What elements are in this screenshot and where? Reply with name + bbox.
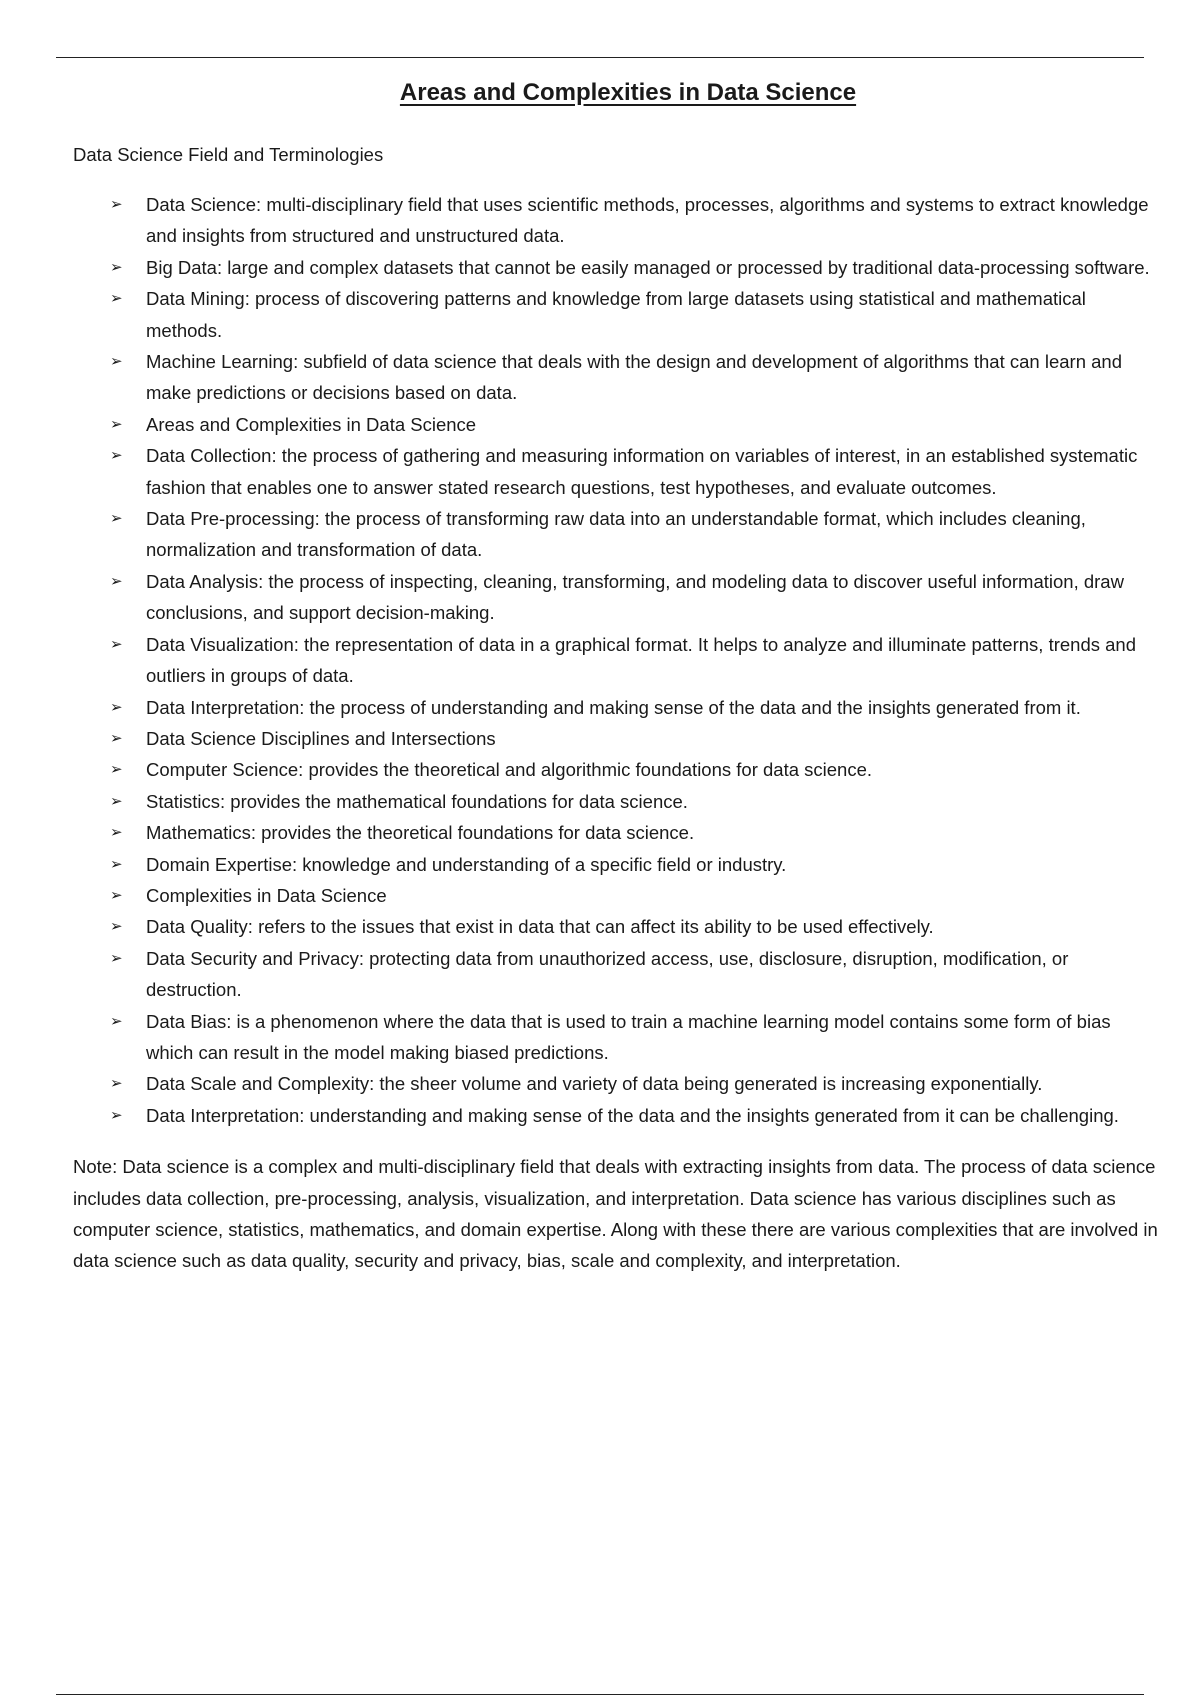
top-rule xyxy=(56,57,1144,58)
bottom-rule xyxy=(56,1694,1144,1695)
arrow-bullet-icon: ➢ xyxy=(110,761,123,779)
list-item xyxy=(73,189,1163,252)
arrow-bullet-icon: ➢ xyxy=(110,886,123,904)
list-item-text: Data Bias: is a phenomenon where the data that is used to train a machine learning model contains some form of bias which can result in the model making biased predictions. xyxy=(146,1010,1111,1063)
arrow-bullet-icon: ➢ xyxy=(110,949,123,967)
list-item-text: Big Data: large and complex datasets that cannot be easily managed or processed by traditional data-processing software. xyxy=(146,256,1150,278)
list-item xyxy=(73,692,1163,723)
arrow-bullet-icon: ➢ xyxy=(110,447,123,465)
list-item xyxy=(73,409,1163,440)
list-item xyxy=(73,629,1163,692)
arrow-bullet-icon: ➢ xyxy=(110,792,123,810)
list-item-text: Computer Science: provides the theoretical and algorithmic foundations for data science. xyxy=(146,759,873,781)
list-item-text: Data Interpretation: understanding and making sense of the data and the insights generated from it can be challenging. xyxy=(146,1104,1119,1126)
list-item xyxy=(73,786,1163,817)
arrow-bullet-icon: ➢ xyxy=(110,1012,123,1030)
list-item-text: Data Collection: the process of gathering and measuring information on variables of interest, in an established systematic fashion that enables one to answer stated research questions, test hypotheses, and evaluate outcomes. xyxy=(146,445,1138,498)
list-item xyxy=(73,849,1163,880)
terminology-bullet-list xyxy=(73,189,1163,1131)
list-item xyxy=(73,503,1163,566)
list-item-text: Statistics: provides the mathematical foundations for data science. xyxy=(146,790,688,812)
arrow-bullet-icon: ➢ xyxy=(110,1106,123,1124)
list-item xyxy=(73,440,1163,503)
arrow-bullet-icon: ➢ xyxy=(110,698,123,716)
list-item xyxy=(73,566,1163,629)
list-item-text: Data Interpretation: the process of understanding and making sense of the data and the insights generated from it. xyxy=(146,696,1081,718)
list-item-text: Mathematics: provides the theoretical foundations for data science. xyxy=(146,822,695,844)
list-item-text: Data Security and Privacy: protecting data from unauthorized access, use, disclosure, disruption, modification, or destruction. xyxy=(146,947,1069,1001)
summary-note: Note: Data science is a complex and multi-disciplinary field that deals with extracting insights from data. The process of data science includes data collection, pre-processing, analysis, visualization, and interpretation. Data science has various disciplines such as computer science, statistics, mathematics, and domain expertise. Along with these there are various complexities that are involved in data science such as data quality, security and privacy, bias, scale and complexity, and interpretation. xyxy=(73,1156,1158,1272)
list-item-text: Areas and Complexities in Data Science xyxy=(146,413,477,435)
arrow-bullet-icon: ➢ xyxy=(110,258,123,276)
arrow-bullet-icon: ➢ xyxy=(110,918,123,936)
arrow-bullet-icon: ➢ xyxy=(110,572,123,590)
list-item xyxy=(73,723,1163,754)
arrow-bullet-icon: ➢ xyxy=(110,635,123,653)
list-item xyxy=(73,283,1163,346)
arrow-bullet-icon: ➢ xyxy=(110,824,123,842)
list-item xyxy=(73,943,1163,1006)
arrow-bullet-icon: ➢ xyxy=(110,415,123,433)
list-item-text: Machine Learning: subfield of data science that deals with the design and development of algorithms that can learn and make predictions or decisions based on data. xyxy=(146,351,1122,404)
document-title: Areas and Complexities in Data Science xyxy=(399,79,857,106)
arrow-bullet-icon: ➢ xyxy=(110,729,123,747)
list-item xyxy=(73,880,1163,911)
list-item-text: Data Scale and Complexity: the sheer volume and variety of data being generated is increasing exponentially. xyxy=(146,1073,1043,1095)
list-item-text: Data Quality: refers to the issues that exist in data that can affect its ability to be used effectively. xyxy=(146,916,934,938)
list-item-text: Data Science: multi-disciplinary field that uses scientific methods, processes, algorithms and systems to extract knowledge and insights from structured and unstructured data. xyxy=(146,194,1149,247)
list-item xyxy=(73,252,1163,283)
list-item xyxy=(73,754,1163,785)
list-item xyxy=(73,1068,1163,1099)
list-item xyxy=(73,1006,1163,1069)
list-item-text: Complexities in Data Science xyxy=(146,884,387,906)
list-item-text: Domain Expertise: knowledge and understanding of a specific field or industry. xyxy=(146,853,787,875)
arrow-bullet-icon: ➢ xyxy=(110,1075,123,1093)
document-body xyxy=(73,72,1163,1277)
list-item-text: Data Visualization: the representation of data in a graphical format. It helps to analyze and illuminate patterns, trends and outliers in groups of data. xyxy=(146,633,1137,687)
list-item xyxy=(73,1100,1163,1131)
list-item-text: Data Mining: process of discovering patterns and knowledge from large datasets using statistical and mathematical methods. xyxy=(146,288,1086,341)
list-item xyxy=(73,911,1163,942)
arrow-bullet-icon: ➢ xyxy=(110,510,123,528)
section-subheading: Data Science Field and Terminologies xyxy=(73,144,384,165)
arrow-bullet-icon: ➢ xyxy=(110,855,123,873)
arrow-bullet-icon: ➢ xyxy=(110,353,123,371)
arrow-bullet-icon: ➢ xyxy=(110,196,123,213)
arrow-bullet-icon: ➢ xyxy=(110,290,123,308)
list-item-text: Data Analysis: the process of inspecting, cleaning, transforming, and modeling data to discover useful information, draw conclusions, and support decision-making. xyxy=(146,570,1124,624)
list-item xyxy=(73,346,1163,409)
list-item xyxy=(73,817,1163,848)
list-item-text: Data Pre-processing: the process of transforming raw data into an understandable format, which includes cleaning, normalization and transformation of data. xyxy=(146,508,1086,561)
list-item-text: Data Science Disciplines and Intersections xyxy=(146,727,496,749)
